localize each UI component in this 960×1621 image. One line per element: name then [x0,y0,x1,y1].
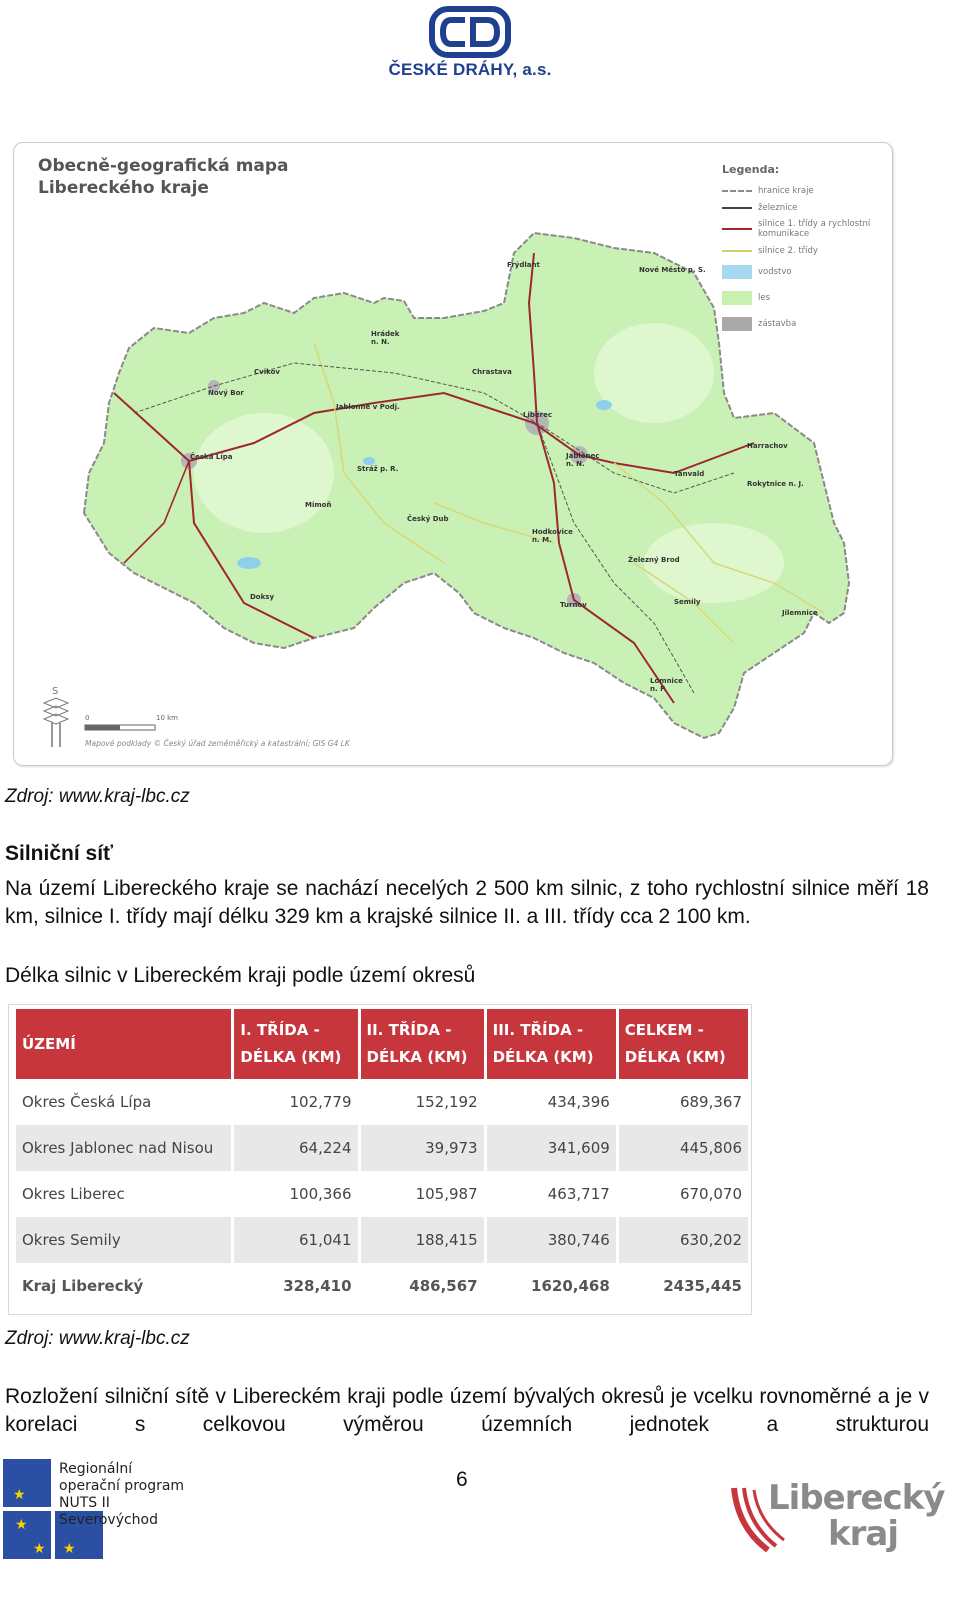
svg-text:★: ★ [15,1517,28,1533]
liberecky-kraj-logo: Liberecký kraj [728,1478,923,1554]
company-name: ČESKÉ DRÁHY, a.s. [388,60,552,79]
town-label: Turnov [560,601,587,609]
table-caption: Délka silnic v Libereckém kraji podle území okresů [5,964,476,987]
header-cell-total: CELKEM - DÉLKA (KM) [619,1009,748,1079]
table-cell: Okres Liberec [22,1185,125,1203]
roads-table-frame [8,1004,752,1315]
legend-title: Legenda: [722,163,780,176]
town-label: Jablonec n. N. [566,452,600,468]
table-cell: 463,717 [547,1185,610,1203]
town-label: Harrachov [747,442,788,450]
table-cell: 64,224 [234,1125,357,1171]
table-cell: 102,779 [289,1093,352,1111]
north-label: S [52,686,59,697]
town-label: Jilemnice [782,609,818,617]
town-label: Tanvald [674,470,705,478]
town-label: Jablonné v Podj. [336,403,400,411]
rop-logo [3,1459,213,1561]
page-number: 6 [456,1468,468,1491]
town-label: Železný Brod [628,556,680,564]
legend-item: vodstvo [722,259,892,285]
table-cell: Okres Jablonec nad Nisou [16,1125,231,1171]
legend-item: hranice kraje [722,182,892,199]
table-row [16,1171,748,1217]
region-map [13,142,893,766]
table-cell: 105,987 [415,1185,478,1203]
water-swatch-icon [722,265,752,279]
svg-text:★: ★ [33,1541,46,1557]
table-cell: 100,366 [289,1185,352,1203]
town-label: Cvikov [254,368,280,376]
map-legend [722,163,892,337]
map-title-line-1: Obecně-geografická mapa [38,156,289,176]
town-label: Česká Lípa [190,453,233,461]
table-total-row [16,1263,748,1309]
svg-text:★: ★ [13,1487,26,1503]
town-label: Nový Bor [208,389,244,397]
table-cell: 61,041 [234,1217,357,1263]
table-row [16,1217,748,1263]
table-cell: 1620,468 [531,1277,610,1295]
built-up-swatch-icon [722,317,752,331]
roads-table [13,1009,751,1309]
table-cell: 630,202 [619,1217,748,1263]
section-heading: Silniční síť [5,842,114,865]
table-cell: 152,192 [415,1093,478,1111]
road-class-1-icon [722,228,752,230]
map-title [38,155,289,199]
source-note: Zdroj: www.kraj-lbc.cz [5,786,190,807]
legend-item: zástavba [722,311,892,337]
town-label: Liberec [523,411,552,419]
header-cell-class-3: III. TŘÍDA - DÉLKA (KM) [487,1009,616,1079]
table-cell: 670,070 [679,1185,742,1203]
border-line-icon [722,190,752,192]
table-cell: Okres Česká Lípa [22,1093,152,1111]
paragraph: Rozložení silniční sítě v Libereckém kraji podle území bývalých okresů je vcelku rovnoměrné a je v korelaci s celkovou výměrou územních jednotek a strukturou [5,1385,929,1436]
rop-text: Regionální operační program NUTS II Severovýchod [59,1461,185,1528]
table-cell: Kraj Liberecký [22,1277,144,1295]
railway-line-icon [722,207,752,209]
north-arrow-icon [44,698,68,724]
town-label: Mimoň [305,501,332,509]
table-cell: 434,396 [547,1093,610,1111]
table-cell: Okres Semily [16,1217,231,1263]
town-label: Český Dub [407,515,449,523]
header-cell-class-2: II. TŘÍDA - DÉLKA (KM) [361,1009,484,1079]
header-cell-class-1: I. TŘÍDA - DÉLKA (KM) [234,1009,357,1079]
town-label: Rokytnice n. J. [747,480,804,488]
table-cell: 689,367 [679,1093,742,1111]
scale-start-label: 0 [85,714,90,722]
table-row [16,1125,748,1171]
cd-emblem-icon [429,6,511,58]
table-cell: 328,410 [283,1277,352,1295]
table-cell: 188,415 [361,1217,484,1263]
scale-end-label: 10 km [156,714,179,722]
road-class-2-icon [722,250,752,252]
town-label: Chrastava [472,368,512,376]
table-header-row [16,1009,748,1079]
forest-swatch-icon [722,291,752,305]
legend-item: silnice 2. třídy [722,242,892,259]
map-title-line-2: Libereckého kraje [38,178,209,198]
table-cell: 445,806 [619,1125,748,1171]
table-cell: 2435,445 [663,1277,742,1295]
source-note: Zdroj: www.kraj-lbc.cz [5,1328,190,1349]
svg-text:★: ★ [63,1541,76,1557]
table-row [16,1079,748,1125]
town-label: Hodkovice n. M. [532,528,573,544]
town-label: Nové Město p. S. [639,266,706,274]
town-label: Semily [674,598,701,606]
table-cell: 39,973 [361,1125,484,1171]
table-cell: 486,567 [409,1277,478,1295]
town-label: Stráž p. R. [357,465,399,473]
legend-item: les [722,285,892,311]
header-cell-territory: ÚZEMÍ [16,1009,231,1079]
table-cell: 341,609 [487,1125,616,1171]
legend-item: železnice [722,199,892,216]
town-label: Lomnice n. P. [650,677,683,693]
town-label: Hrádek n. N. [371,330,400,346]
table-cell: 380,746 [487,1217,616,1263]
paragraph: Na území Libereckého kraje se nachází necelých 2 500 km silnic, z toho rychlostní silnice měří 18 km, silnice I. třídy mají délku 329 km a krajské silnice II. a III. třídy cca 2 100 km. [5,877,929,928]
town-label: Frýdlant [507,261,540,269]
ceske-drahy-logo [380,6,560,86]
town-label: Doksy [250,593,275,601]
legend-item: silnice 1. třídy a rychlostní komunikace [722,216,892,242]
map-credits: Mapové podklady © Český úřad zeměměřický a katastrální; GIS G4 LK [85,739,350,748]
